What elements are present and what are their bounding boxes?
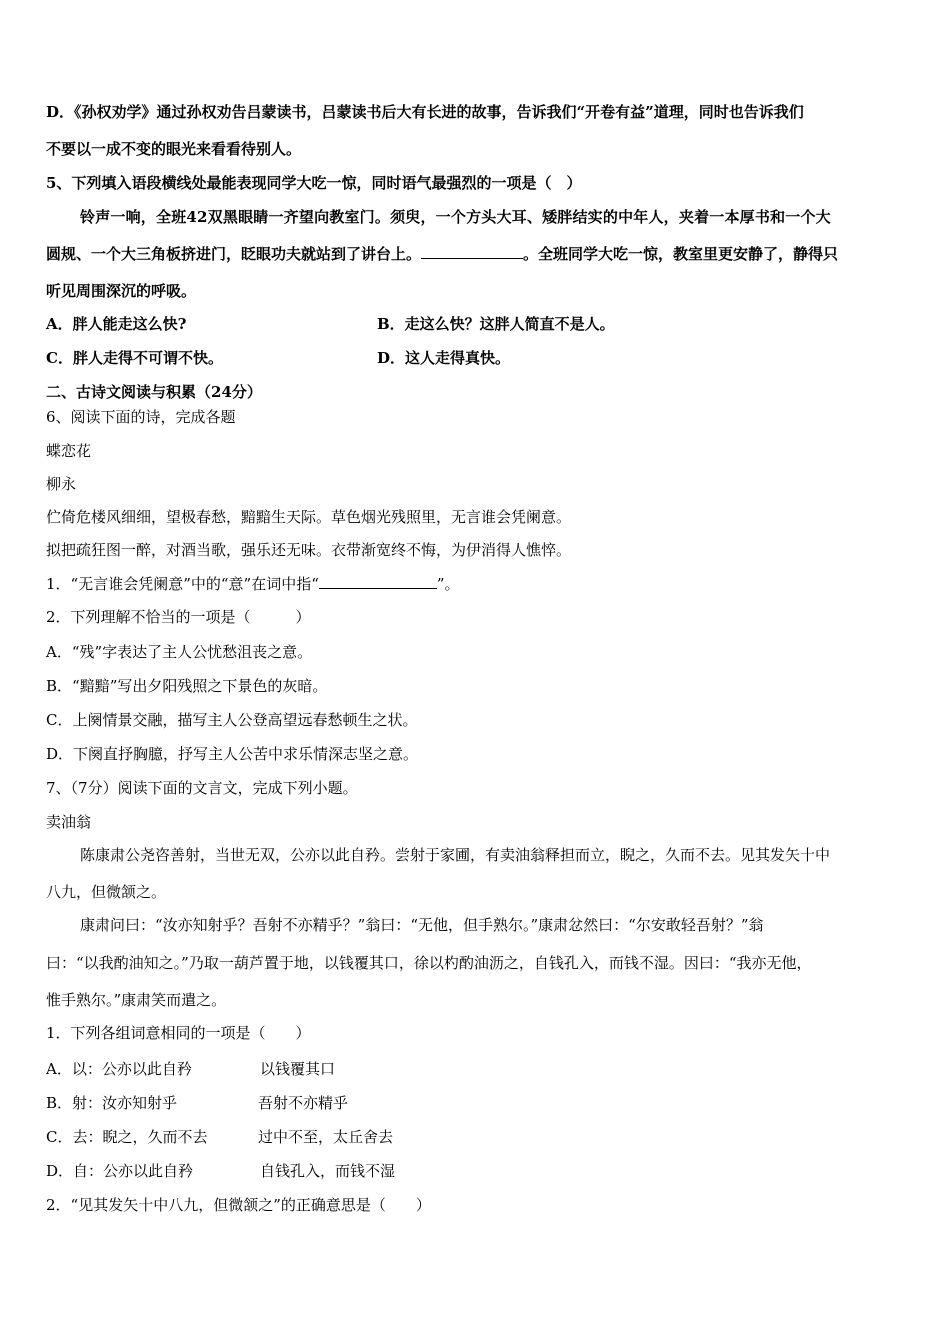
q7-sub1-option-c	[46, 1127, 207, 1147]
q6-sub2-stem: 2．下列理解不恰当的一项是（ ）	[46, 608, 311, 626]
q6-sub1-blank	[319, 574, 437, 589]
q7-sub1-b-right: 吾射不亦精乎	[258, 1094, 349, 1112]
q6-sub1	[46, 574, 460, 594]
q7-sub1-stem: 1．下列各组词意相同的一项是（ ）	[46, 1024, 311, 1042]
q5-option-b: B．走这么快？这胖人简直不是人。	[377, 315, 615, 333]
q6-sub2-option-b: B．“黯黯”写出夕阳残照之下景色的灰暗。	[46, 677, 328, 695]
q7-sub1-c-right: 过中不至，太丘舍去	[258, 1128, 394, 1146]
q7-para2-line3: 惟手熟尔。”康肃笑而遣之。	[46, 991, 227, 1009]
q5-passage-line2-after: 。全班同学大吃一惊，教室里更安静了，静得只	[523, 245, 839, 263]
q7-para2-line2: 曰：“以我酌油知之。”乃取一葫芦置于地，以钱覆其口，徐以杓酌油沥之，自钱孔入，而钱不湿。因曰：“我亦无他，	[46, 954, 812, 972]
q6-poem-author: 柳永	[46, 475, 77, 493]
q6-poem-line1: 伫倚危楼风细细，望极春愁，黯黯生天际。草色烟光残照里，无言谁会凭阑意。	[46, 508, 572, 526]
q5-passage-line3: 听见周围深沉的呼吸。	[46, 282, 197, 300]
q7-sub1-c-left: C．去：睨之，久而不去	[46, 1128, 208, 1146]
q5-stem: 5、下列填入语段横线处最能表现同学大吃一惊，同时语气最强烈的一项是（ ）	[46, 174, 582, 192]
q6-poem-line2: 拟把疏狂图一醉，对酒当歌，强乐还无味。衣带渐宽终不悔，为伊消得人憔悴。	[46, 541, 572, 559]
q5-answer-blank	[421, 244, 523, 259]
q5-option-d: D．这人走得真快。	[377, 349, 511, 367]
q5-option-a: A．胖人能走这么快?	[46, 315, 187, 333]
q7-sub1-d-left: D．自：公亦以此自矜	[46, 1162, 194, 1180]
q7-para2-line1: 康肃问曰：“汝亦知射乎？吾射不亦精乎？”翁曰：“无他，但手熟尔。”康肃忿然曰：“尔安敢轻吾射？”翁	[80, 916, 764, 934]
q4-option-d-line1: D．《孙权劝学》通过孙权劝告吕蒙读书，吕蒙读书后大有长进的故事，告诉我们“开卷有益”道理，同时也告诉我们	[46, 103, 804, 121]
q7-sub1-a-left: A．以：公亦以此自矜	[46, 1060, 192, 1078]
q6-sub1-after: ”。	[436, 575, 460, 593]
q7-sub1-b-left: B．射：汝亦知射乎	[46, 1094, 178, 1112]
q6-sub2-option-d: D．下阕直抒胸臆，抒写主人公苦中求乐情深志坚之意。	[46, 745, 419, 763]
q7-sub1-option-b	[46, 1093, 177, 1113]
q6-stem: 6、阅读下面的诗，完成各题	[46, 408, 236, 426]
q7-sub1-a-right: 以钱覆其口	[260, 1060, 336, 1078]
q5-passage-line2	[46, 244, 838, 264]
q6-sub1-before: 1．“无言谁会凭阑意”中的“意”在词中指“	[46, 575, 319, 593]
q7-sub1-d-right: 自钱孔入，而钱不湿	[260, 1162, 396, 1180]
q7-sub1-option-d	[46, 1161, 193, 1181]
q4-option-d-line2: 不要以一成不变的眼光来看看待别人。	[46, 140, 302, 158]
q7-para1-line1: 陈康肃公尧咨善射，当世无双，公亦以此自矜。尝射于家圃，有卖油翁释担而立，睨之，久而不去。见其发矢十中	[80, 846, 831, 864]
q6-poem-title: 蝶恋花	[46, 442, 92, 460]
section2-title: 二、古诗文阅读与积累（24分）	[46, 383, 262, 401]
q7-para1-line2: 八九，但微颔之。	[46, 883, 167, 901]
q5-option-c: C．胖人走得不可谓不快。	[46, 349, 223, 367]
q5-passage-line1: 铃声一响，全班42双黑眼睛一齐望向教室门。须臾，一个方头大耳、矮胖结实的中年人，夹着一本厚书和一个大	[80, 208, 831, 226]
q6-sub2-option-c: C．上阕情景交融，描写主人公登高望远春愁顿生之状。	[46, 711, 418, 729]
q7-sub2-stem: 2．“见其发矢十中八九，但微颔之”的正确意思是（ ）	[46, 1196, 431, 1214]
q6-sub2-option-a: A．“残”字表达了主人公忧愁沮丧之意。	[46, 643, 313, 661]
q7-stem: 7、（7分）阅读下面的文言文，完成下列小题。	[46, 779, 358, 797]
q5-passage-line2-before: 圆规、一个大三角板挤进门，眨眼功夫就站到了讲台上。	[46, 245, 422, 263]
q7-title: 卖油翁	[46, 813, 92, 831]
q7-sub1-option-a	[46, 1059, 192, 1079]
